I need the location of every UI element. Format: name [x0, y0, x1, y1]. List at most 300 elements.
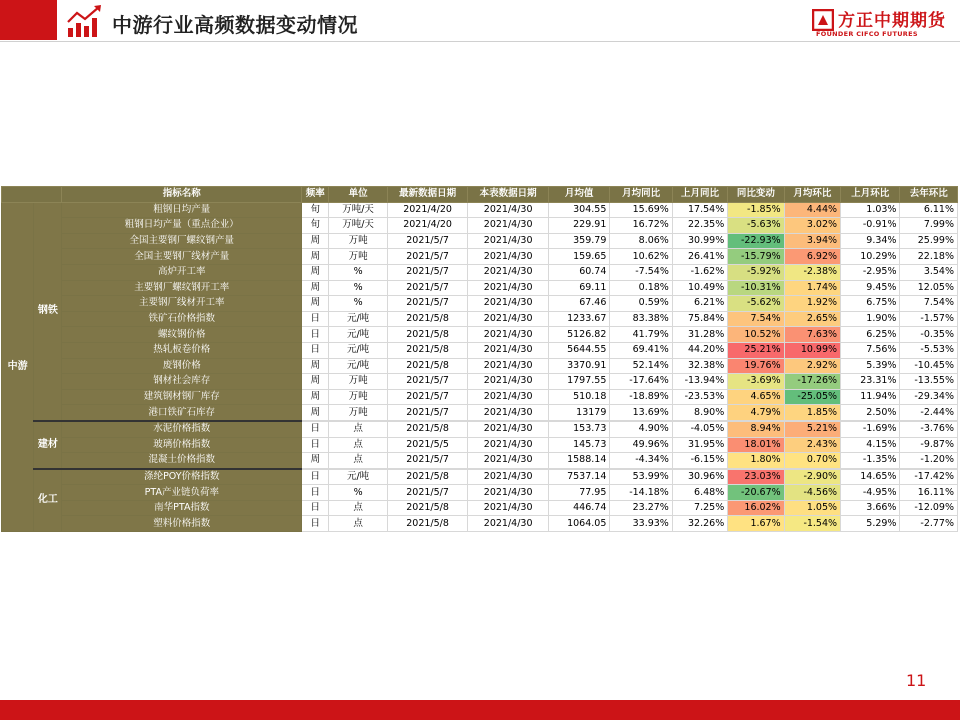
data-cell: -23.53% — [672, 389, 727, 405]
data-cell: 元/吨 — [329, 327, 387, 343]
column-header: 频率 — [302, 187, 329, 203]
table-row — [2, 485, 958, 501]
data-cell: 1.67% — [728, 516, 784, 532]
indicator-name-cell: PTA产业链负荷率 — [62, 485, 302, 501]
data-cell: 周 — [302, 296, 329, 312]
data-cell: 1.80% — [728, 453, 784, 469]
data-cell: 25.99% — [900, 233, 958, 249]
data-cell: 2021/4/30 — [468, 516, 549, 532]
data-cell: 2021/5/8 — [387, 516, 468, 532]
data-cell: 1.03% — [841, 202, 900, 218]
data-cell: 2021/4/30 — [468, 311, 549, 327]
table-row — [2, 233, 958, 249]
data-cell: 6.75% — [841, 296, 900, 312]
data-cell: -1.57% — [900, 311, 958, 327]
table-row — [2, 296, 958, 312]
data-cell: 6.25% — [841, 327, 900, 343]
data-cell: 周 — [302, 358, 329, 374]
page-number: 11 — [906, 671, 927, 690]
data-cell: 2021/5/8 — [387, 327, 468, 343]
column-header: 最新数据日期 — [387, 187, 468, 203]
table-row — [2, 389, 958, 405]
data-cell: 2021/5/7 — [387, 453, 468, 469]
indicator-name-cell: 混凝土价格指数 — [62, 453, 302, 469]
data-cell: 1.85% — [784, 405, 840, 421]
data-cell: 510.18 — [548, 389, 609, 405]
data-cell: 万吨 — [329, 233, 387, 249]
data-cell: 元/吨 — [329, 342, 387, 358]
data-cell: 22.35% — [672, 218, 727, 234]
indicator-name-cell: 高炉开工率 — [62, 264, 302, 280]
data-cell: -15.79% — [728, 249, 784, 265]
data-cell: 2021/4/30 — [468, 405, 549, 421]
data-cell: 359.79 — [548, 233, 609, 249]
data-cell: -5.92% — [728, 264, 784, 280]
data-cell: 2021/4/30 — [468, 500, 549, 516]
brand-name-cn: 方正中期期货 — [838, 11, 946, 31]
data-cell: -2.44% — [900, 405, 958, 421]
data-cell: -0.35% — [900, 327, 958, 343]
data-cell: 万吨/天 — [329, 202, 387, 218]
table-row — [2, 202, 958, 218]
data-cell: 1.74% — [784, 280, 840, 296]
data-cell: 周 — [302, 233, 329, 249]
data-table — [1, 186, 958, 532]
data-cell: 6.92% — [784, 249, 840, 265]
table-row — [2, 358, 958, 374]
data-cell: 5126.82 — [548, 327, 609, 343]
data-cell: -1.20% — [900, 453, 958, 469]
data-cell: 旬 — [302, 202, 329, 218]
column-header: 上月同比 — [672, 187, 727, 203]
data-cell: 7.63% — [784, 327, 840, 343]
data-cell: 44.20% — [672, 342, 727, 358]
data-cell: -1.54% — [784, 516, 840, 532]
column-header: 月均环比 — [784, 187, 840, 203]
data-cell: 229.91 — [548, 218, 609, 234]
data-cell: -4.05% — [672, 421, 727, 437]
data-cell: 2021/4/30 — [468, 218, 549, 234]
data-cell: 1064.05 — [548, 516, 609, 532]
data-cell: 2021/4/30 — [468, 485, 549, 501]
indicator-name-cell: 主要钢厂螺纹钢开工率 — [62, 280, 302, 296]
column-header: 同比变动 — [728, 187, 784, 203]
table-row — [2, 327, 958, 343]
data-cell: 5.21% — [784, 421, 840, 437]
data-cell: -29.34% — [900, 389, 958, 405]
data-cell: 2021/4/30 — [468, 296, 549, 312]
data-cell: 4.90% — [610, 421, 672, 437]
industry-group-cell: 化工 — [34, 469, 62, 532]
data-cell: 60.74 — [548, 264, 609, 280]
data-cell: 13179 — [548, 405, 609, 421]
data-cell: 3.54% — [900, 264, 958, 280]
header-divider — [0, 41, 960, 42]
data-cell: 2021/5/7 — [387, 485, 468, 501]
data-cell: -9.87% — [900, 437, 958, 453]
data-cell: % — [329, 280, 387, 296]
indicator-name-cell: 全国主要钢厂线材产量 — [62, 249, 302, 265]
data-cell: 2021/5/7 — [387, 233, 468, 249]
data-cell: 2021/5/8 — [387, 358, 468, 374]
data-cell: 11.94% — [841, 389, 900, 405]
data-cell: 2021/4/30 — [468, 327, 549, 343]
data-cell: 16.11% — [900, 485, 958, 501]
data-cell: % — [329, 296, 387, 312]
data-cell: 2021/5/8 — [387, 421, 468, 437]
data-cell: 日 — [302, 327, 329, 343]
data-cell: 7.56% — [841, 342, 900, 358]
data-cell: 41.79% — [610, 327, 672, 343]
data-cell: -22.93% — [728, 233, 784, 249]
data-cell: 日 — [302, 311, 329, 327]
table-row — [2, 405, 958, 421]
data-cell: 1.90% — [841, 311, 900, 327]
data-cell: 7537.14 — [548, 469, 609, 485]
indicator-name-cell: 废钢价格 — [62, 358, 302, 374]
data-cell: 53.99% — [610, 469, 672, 485]
data-cell: 52.14% — [610, 358, 672, 374]
data-cell: 点 — [329, 453, 387, 469]
data-cell: 10.29% — [841, 249, 900, 265]
data-cell: 周 — [302, 389, 329, 405]
data-cell: -2.38% — [784, 264, 840, 280]
data-cell: 5.39% — [841, 358, 900, 374]
data-cell: 26.41% — [672, 249, 727, 265]
data-cell: -10.45% — [900, 358, 958, 374]
data-cell: -25.05% — [784, 389, 840, 405]
data-cell: -2.95% — [841, 264, 900, 280]
data-cell: -2.77% — [900, 516, 958, 532]
data-cell: 日 — [302, 485, 329, 501]
data-cell: -4.56% — [784, 485, 840, 501]
data-cell: 9.45% — [841, 280, 900, 296]
data-cell: 3.02% — [784, 218, 840, 234]
data-cell: -7.54% — [610, 264, 672, 280]
data-cell: 3.66% — [841, 500, 900, 516]
data-cell: -0.91% — [841, 218, 900, 234]
column-header: 月均值 — [548, 187, 609, 203]
data-cell: 2021/4/30 — [468, 202, 549, 218]
data-cell: 日 — [302, 516, 329, 532]
data-cell: -5.62% — [728, 296, 784, 312]
data-cell: 7.54% — [900, 296, 958, 312]
data-cell: % — [329, 264, 387, 280]
data-cell: 83.38% — [610, 311, 672, 327]
data-cell: 8.06% — [610, 233, 672, 249]
indicator-name-cell: 水泥价格指数 — [62, 421, 302, 437]
data-cell: 16.72% — [610, 218, 672, 234]
table-row — [2, 421, 958, 437]
bar-chart-trend-icon — [66, 4, 104, 38]
data-cell: 49.96% — [610, 437, 672, 453]
data-cell: 2021/4/30 — [468, 249, 549, 265]
indicator-name-cell: 港口铁矿石库存 — [62, 405, 302, 421]
data-cell: 22.18% — [900, 249, 958, 265]
data-cell: -3.76% — [900, 421, 958, 437]
data-cell: 23.27% — [610, 500, 672, 516]
data-cell: 2021/4/30 — [468, 280, 549, 296]
data-cell: -2.90% — [784, 469, 840, 485]
data-cell: 元/吨 — [329, 311, 387, 327]
data-cell: 点 — [329, 437, 387, 453]
industry-group-cell: 建材 — [34, 421, 62, 469]
data-cell: -4.95% — [841, 485, 900, 501]
data-cell: 2021/4/30 — [468, 358, 549, 374]
data-cell: 10.62% — [610, 249, 672, 265]
data-cell: -17.42% — [900, 469, 958, 485]
indicator-name-cell: 建筑钢材钢厂库存 — [62, 389, 302, 405]
data-cell: 日 — [302, 500, 329, 516]
data-cell: 7.25% — [672, 500, 727, 516]
data-cell: 旬 — [302, 218, 329, 234]
data-cell: 1.92% — [784, 296, 840, 312]
data-cell: 8.94% — [728, 421, 784, 437]
industry-group-cell: 钢铁 — [34, 202, 62, 421]
data-cell: 2021/5/7 — [387, 374, 468, 390]
data-cell: 1797.55 — [548, 374, 609, 390]
data-cell: -13.94% — [672, 374, 727, 390]
data-cell: 10.49% — [672, 280, 727, 296]
data-cell: 77.95 — [548, 485, 609, 501]
data-cell: -17.26% — [784, 374, 840, 390]
data-cell: 2.43% — [784, 437, 840, 453]
data-cell: 69.41% — [610, 342, 672, 358]
data-cell: 2021/4/30 — [468, 469, 549, 485]
data-cell: 2021/4/30 — [468, 453, 549, 469]
data-cell: 万吨 — [329, 249, 387, 265]
data-cell: 点 — [329, 421, 387, 437]
data-cell: 4.65% — [728, 389, 784, 405]
data-cell: 2021/5/8 — [387, 311, 468, 327]
data-cell: -4.34% — [610, 453, 672, 469]
indicator-name-cell: 粗钢日均产量 — [62, 202, 302, 218]
data-cell: 10.52% — [728, 327, 784, 343]
data-cell: 23.31% — [841, 374, 900, 390]
table-row — [2, 342, 958, 358]
data-cell: -5.63% — [728, 218, 784, 234]
table-row — [2, 469, 958, 485]
data-cell: 2021/5/7 — [387, 296, 468, 312]
data-cell: 元/吨 — [329, 358, 387, 374]
data-cell: 1.05% — [784, 500, 840, 516]
table-header-row — [2, 187, 958, 203]
table-row — [2, 437, 958, 453]
indicator-name-cell: 南华PTA指数 — [62, 500, 302, 516]
data-cell: 4.15% — [841, 437, 900, 453]
data-cell: 7.99% — [900, 218, 958, 234]
data-cell: 5644.55 — [548, 342, 609, 358]
data-cell: 2021/4/20 — [387, 202, 468, 218]
data-cell: 元/吨 — [329, 469, 387, 485]
data-cell: -3.69% — [728, 374, 784, 390]
table-row — [2, 311, 958, 327]
data-cell: 2021/5/8 — [387, 469, 468, 485]
column-header: 月均同比 — [610, 187, 672, 203]
indicator-name-cell: 塑料价格指数 — [62, 516, 302, 532]
data-cell: 2.92% — [784, 358, 840, 374]
data-cell: 153.73 — [548, 421, 609, 437]
indicator-name-cell: 粗钢日均产量（重点企业） — [62, 218, 302, 234]
indicator-name-cell: 螺纹钢价格 — [62, 327, 302, 343]
data-cell: 3370.91 — [548, 358, 609, 374]
indicator-name-cell: 主要钢厂线材开工率 — [62, 296, 302, 312]
data-cell: 7.54% — [728, 311, 784, 327]
brand-name-en: FOUNDER CIFCO FUTURES — [816, 30, 918, 38]
data-cell: 31.95% — [672, 437, 727, 453]
data-cell: 万吨 — [329, 389, 387, 405]
data-cell: 2021/5/7 — [387, 405, 468, 421]
founder-logo-icon — [812, 9, 834, 31]
data-cell: 69.11 — [548, 280, 609, 296]
data-cell: 15.69% — [610, 202, 672, 218]
data-cell: 日 — [302, 342, 329, 358]
category-cell: 中游 — [2, 202, 34, 531]
data-cell: 16.02% — [728, 500, 784, 516]
data-cell: 4.44% — [784, 202, 840, 218]
data-cell: 2021/5/7 — [387, 264, 468, 280]
indicator-name-cell: 钢材社会库存 — [62, 374, 302, 390]
data-cell: -6.15% — [672, 453, 727, 469]
data-cell: 0.70% — [784, 453, 840, 469]
data-cell: 周 — [302, 374, 329, 390]
data-cell: 2021/4/30 — [468, 421, 549, 437]
data-cell: 周 — [302, 264, 329, 280]
data-cell: 5.29% — [841, 516, 900, 532]
data-cell: 75.84% — [672, 311, 727, 327]
page-title: 中游行业高频数据变动情况 — [112, 13, 358, 37]
data-cell: 8.90% — [672, 405, 727, 421]
table-row — [2, 264, 958, 280]
data-cell: 25.21% — [728, 342, 784, 358]
data-cell: 2021/5/7 — [387, 249, 468, 265]
data-cell: 2021/4/30 — [468, 342, 549, 358]
data-cell: 6.48% — [672, 485, 727, 501]
data-cell: 周 — [302, 249, 329, 265]
data-cell: -20.67% — [728, 485, 784, 501]
column-header: 去年环比 — [900, 187, 958, 203]
data-cell: 14.65% — [841, 469, 900, 485]
column-header: 本表数据日期 — [468, 187, 549, 203]
indicator-name-cell: 玻璃价格指数 — [62, 437, 302, 453]
data-cell: 30.99% — [672, 233, 727, 249]
header-accent-bar — [0, 0, 57, 40]
table-row — [2, 280, 958, 296]
data-cell: 1233.67 — [548, 311, 609, 327]
data-cell: 日 — [302, 421, 329, 437]
indicator-name-cell: 热轧板卷价格 — [62, 342, 302, 358]
data-cell: 9.34% — [841, 233, 900, 249]
data-cell: 2021/4/20 — [387, 218, 468, 234]
data-cell: 4.79% — [728, 405, 784, 421]
data-cell: 0.59% — [610, 296, 672, 312]
data-cell: 33.93% — [610, 516, 672, 532]
data-cell: -14.18% — [610, 485, 672, 501]
data-cell: 2021/5/5 — [387, 437, 468, 453]
data-cell: 19.76% — [728, 358, 784, 374]
data-cell: % — [329, 485, 387, 501]
data-cell: 2021/4/30 — [468, 374, 549, 390]
data-cell: 万吨 — [329, 374, 387, 390]
data-cell: 万吨 — [329, 405, 387, 421]
table-row — [2, 249, 958, 265]
data-cell: -5.53% — [900, 342, 958, 358]
data-cell: -18.89% — [610, 389, 672, 405]
table-row — [2, 516, 958, 532]
data-cell: 2.50% — [841, 405, 900, 421]
data-cell: 3.94% — [784, 233, 840, 249]
data-cell: 2021/4/30 — [468, 437, 549, 453]
column-header: 单位 — [329, 187, 387, 203]
data-cell: 31.28% — [672, 327, 727, 343]
data-cell: 12.05% — [900, 280, 958, 296]
data-cell: 周 — [302, 453, 329, 469]
data-cell: 6.11% — [900, 202, 958, 218]
data-cell: 日 — [302, 437, 329, 453]
table-row — [2, 218, 958, 234]
header-blank-cell — [2, 187, 62, 203]
data-cell: 2021/5/8 — [387, 342, 468, 358]
data-cell: 周 — [302, 280, 329, 296]
data-cell: -1.35% — [841, 453, 900, 469]
data-cell: -1.69% — [841, 421, 900, 437]
data-cell: -17.64% — [610, 374, 672, 390]
table-row — [2, 453, 958, 469]
data-cell: 30.96% — [672, 469, 727, 485]
data-cell: 点 — [329, 516, 387, 532]
data-cell: 18.01% — [728, 437, 784, 453]
data-cell: 13.69% — [610, 405, 672, 421]
data-cell: 32.38% — [672, 358, 727, 374]
data-cell: 1588.14 — [548, 453, 609, 469]
data-cell: 2021/4/30 — [468, 264, 549, 280]
data-cell: 6.21% — [672, 296, 727, 312]
data-cell: 304.55 — [548, 202, 609, 218]
column-header: 指标名称 — [62, 187, 302, 203]
indicator-name-cell: 铁矿石价格指数 — [62, 311, 302, 327]
data-cell: 67.46 — [548, 296, 609, 312]
data-cell: -13.55% — [900, 374, 958, 390]
table-row — [2, 500, 958, 516]
data-cell: 2021/5/7 — [387, 280, 468, 296]
data-cell: 10.99% — [784, 342, 840, 358]
data-cell: -1.62% — [672, 264, 727, 280]
data-cell: -1.85% — [728, 202, 784, 218]
data-cell: 点 — [329, 500, 387, 516]
table-row — [2, 374, 958, 390]
data-cell: 32.26% — [672, 516, 727, 532]
data-cell: 周 — [302, 405, 329, 421]
data-cell: 2021/4/30 — [468, 233, 549, 249]
data-cell: -12.09% — [900, 500, 958, 516]
indicator-name-cell: 全国主要钢厂螺纹钢产量 — [62, 233, 302, 249]
data-cell: -10.31% — [728, 280, 784, 296]
data-cell: 2.65% — [784, 311, 840, 327]
data-cell: 万吨/天 — [329, 218, 387, 234]
data-cell: 2021/5/8 — [387, 500, 468, 516]
data-cell: 145.73 — [548, 437, 609, 453]
data-cell: 2021/5/7 — [387, 389, 468, 405]
footer-bar — [0, 700, 960, 720]
data-cell: 0.18% — [610, 280, 672, 296]
data-cell: 17.54% — [672, 202, 727, 218]
data-cell: 日 — [302, 469, 329, 485]
data-cell: 2021/4/30 — [468, 389, 549, 405]
data-cell: 23.03% — [728, 469, 784, 485]
data-cell: 446.74 — [548, 500, 609, 516]
indicator-name-cell: 涤纶POY价格指数 — [62, 469, 302, 485]
column-header: 上月环比 — [841, 187, 900, 203]
